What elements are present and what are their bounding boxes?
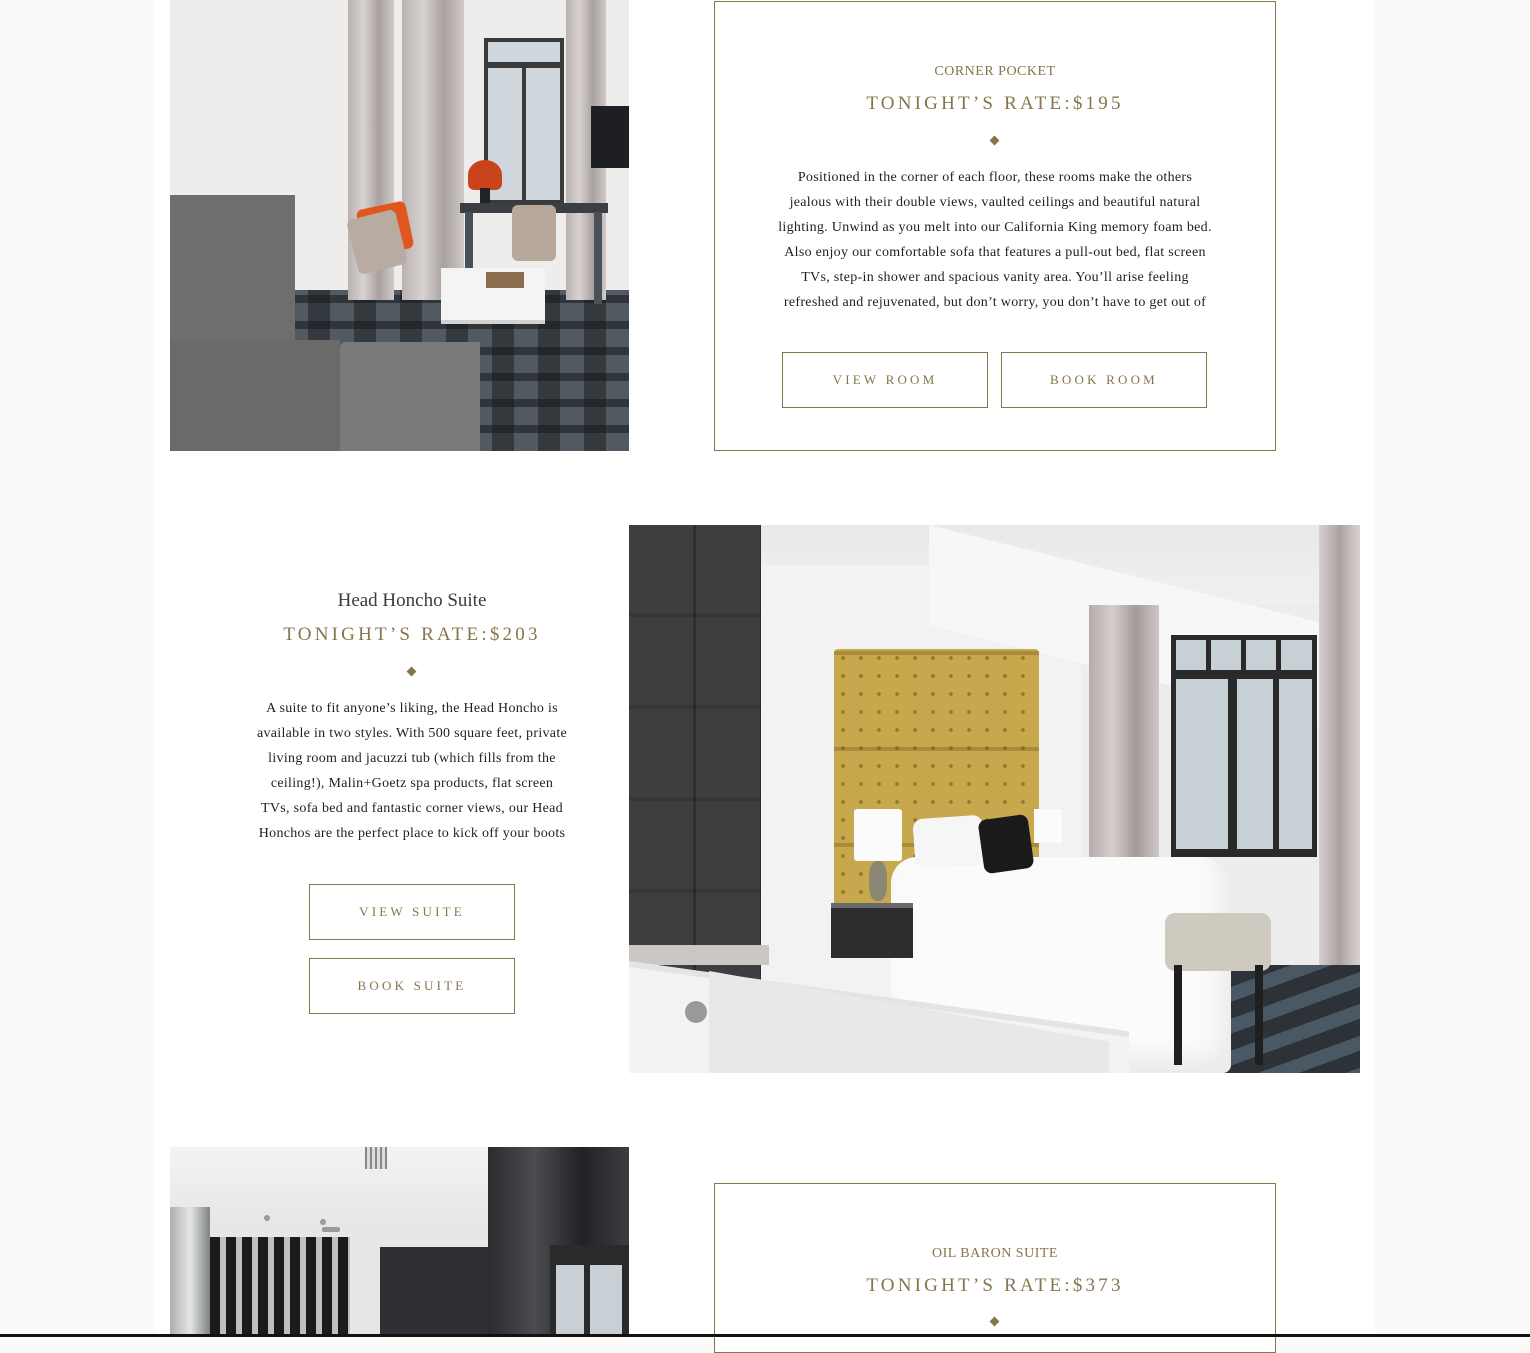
diamond-divider-icon [990,1317,1000,1327]
room-name: Head Honcho Suite [337,590,487,611]
corner-pocket-card [714,1,1276,451]
view-room-button[interactable]: VIEW ROOM [782,352,988,408]
oil-baron-suite-photo [170,1147,629,1337]
tonight-rate: TONIGHT’S RATE:$203 [283,624,541,645]
book-room-button[interactable]: BOOK ROOM [1001,352,1207,408]
suite-description: A suite to fit anyone’s liking, the Head Honcho is available in two styles. With 500 square feet, private living room and jacuzzi tub (which fills from the ceiling!), Malin+Goetz spa products, flat screen TVs, sofa bed and fantastic corner views, our Head Honchos are the perfect place to kick off your boots [256,701,568,841]
tonight-rate: TONIGHT’S RATE:$373 [866,1275,1124,1296]
room-description: Positioned in the corner of each floor, these rooms make the others jealous with their double views, vaulted ceilings and beautiful natural lighting. Unwind as you melt into our California King memory foam bed. Also enjoy our comfortable sofa that features a pull-out bed, flat screen TVs, step-in shower and spacious vanity area. You’ll arise feeling refreshed and rejuvenated, but don’t worry, you don’t have to get out of [778,170,1212,310]
book-suite-button[interactable]: BOOK SUITE [309,958,515,1014]
head-honcho-suite-photo [629,525,1360,1073]
corner-pocket-room-photo [170,0,629,451]
tonight-rate: TONIGHT’S RATE:$195 [866,93,1124,114]
oil-baron-card [714,1183,1276,1353]
diamond-divider-icon [990,136,1000,146]
room-name: OIL BARON SUITE [932,1246,1058,1261]
room-name: CORNER POCKET [934,64,1056,79]
view-suite-button[interactable]: VIEW SUITE [309,884,515,940]
